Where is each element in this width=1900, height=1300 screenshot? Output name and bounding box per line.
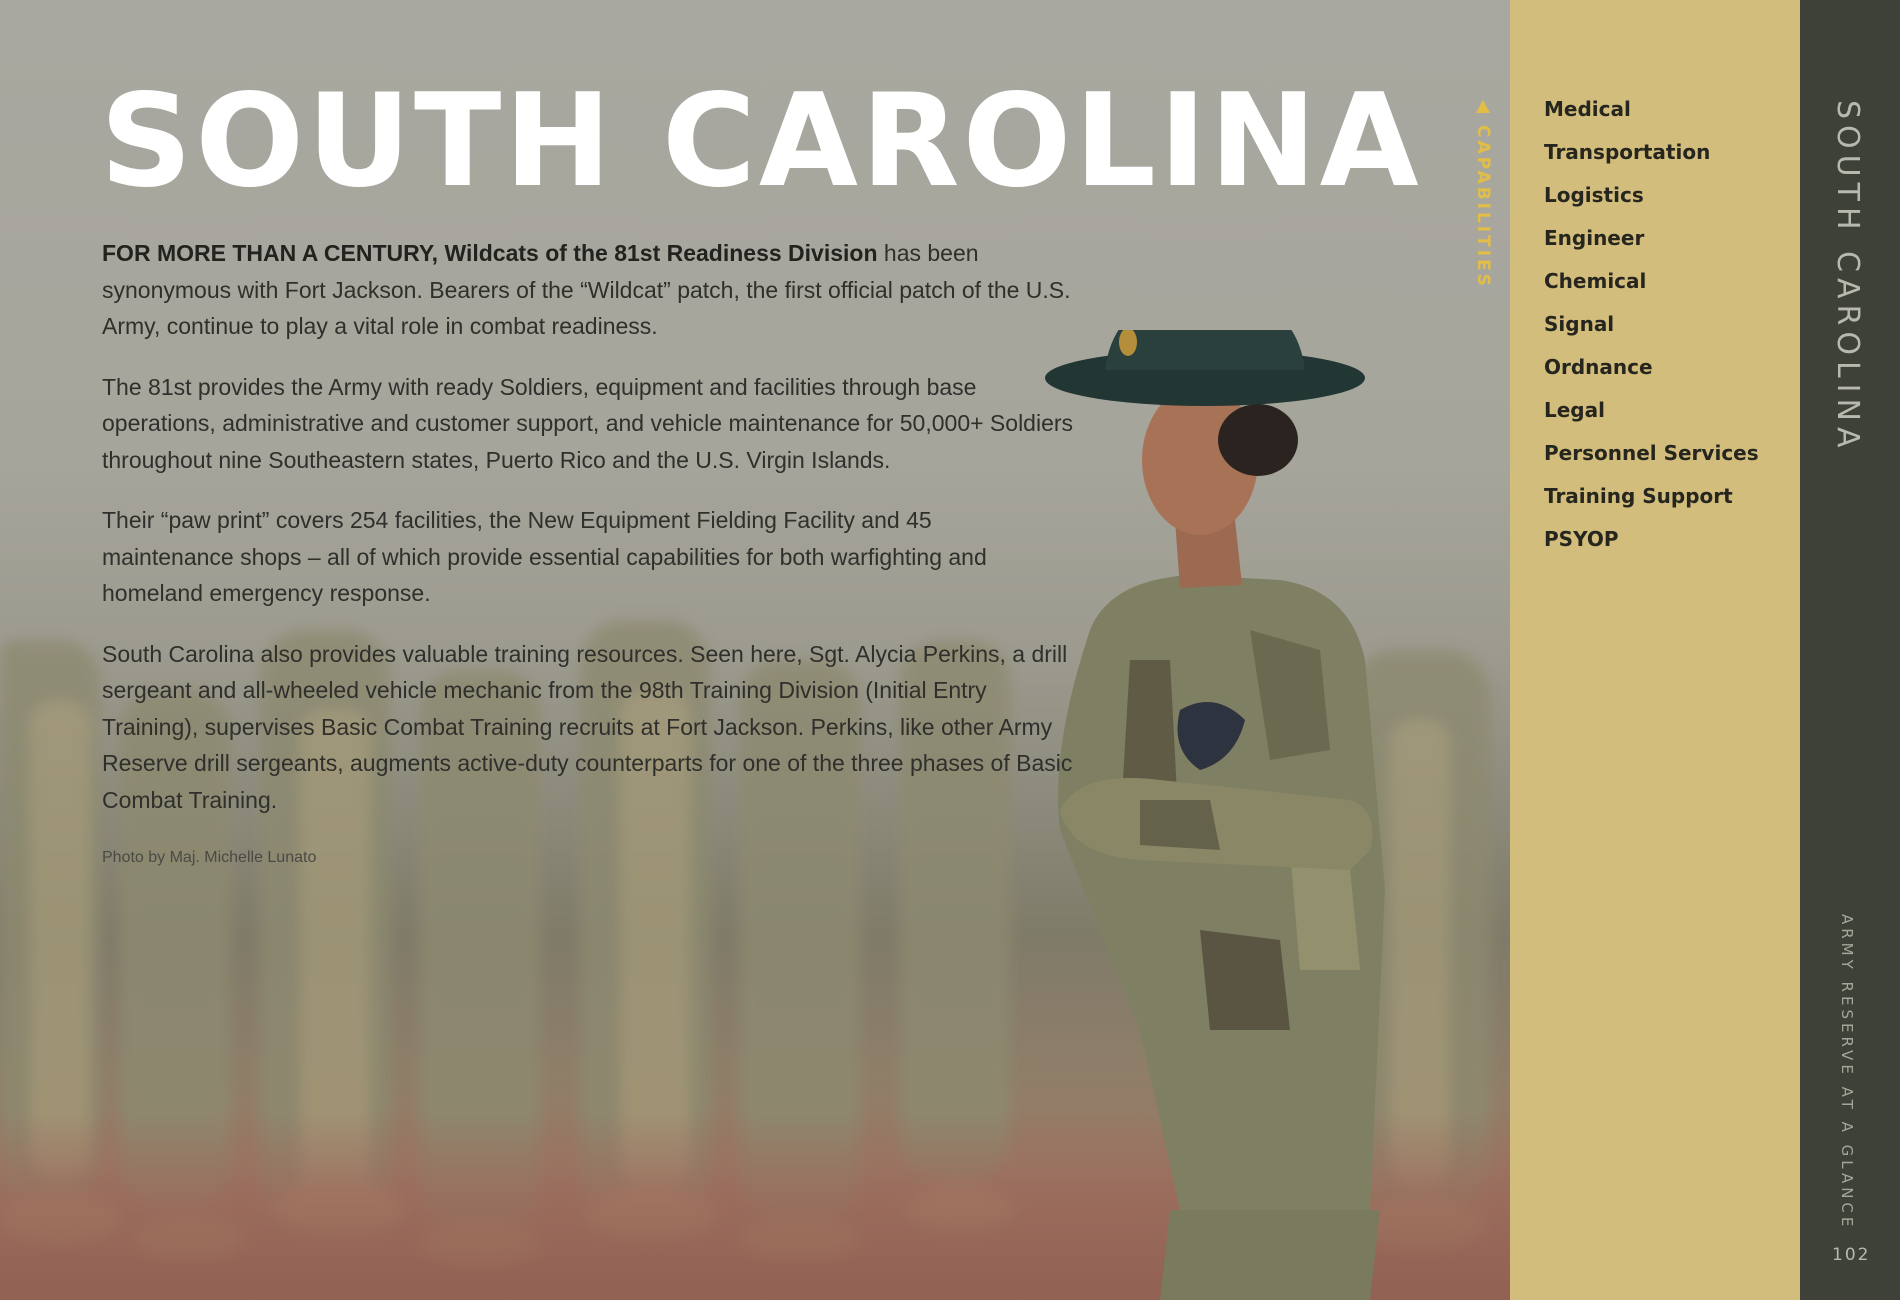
intro-text: has been synonymous with Fort Jackson. Bearers of the “Wildcat” patch, the first official patch of the U.S. Army, continue to play a vital role in combat readiness. — [102, 240, 1071, 339]
page-title: SOUTH CAROLINA — [100, 67, 1422, 216]
intro-lead: FOR MORE THAN A CENTURY, Wildcats of the 81st Readiness Division — [102, 240, 878, 266]
side-strip — [1800, 0, 1900, 1300]
article-body — [102, 235, 1332, 842]
state-tab-title: SOUTH CAROLINA — [1830, 100, 1865, 454]
capability-training-support: Training Support — [1544, 484, 1733, 508]
capability-psyop: PSYOP — [1544, 527, 1619, 551]
capability-personnel-services: Personnel Services — [1544, 441, 1759, 465]
publication-name: ARMY RESERVE AT A GLANCE — [1838, 914, 1856, 1231]
capability-medical: Medical — [1544, 97, 1631, 121]
paragraph-paw-print: Their “paw print” covers 254 facilities, the New Equipment Fielding Facility and 45 maintenance shops – all of which provide essential capabilities for both warfighting and homeland emergency response. — [102, 507, 987, 606]
paragraph-training: South Carolina also provides valuable training resources. Seen here, Sgt. Alycia Perkins, a drill sergeant and all-wheeled vehicle mechanic from the 98th Training Division (Initial Entry Training), supervises Basic Combat Training recruits at Fort Jackson. Perkins, like other Army Reserve drill sergeants, augments active-duty counterparts for one of the three phases of Basic Combat Training. — [102, 640, 1073, 813]
intro-paragraph — [102, 235, 1082, 345]
capability-chemical: Chemical — [1544, 269, 1647, 293]
capability-engineer: Engineer — [1544, 226, 1645, 250]
triangle-pointer-icon — [1476, 100, 1490, 113]
capability-transportation: Transportation — [1544, 140, 1711, 164]
photo-credit: Photo by Maj. Michelle Lunato — [102, 849, 317, 866]
capability-ordnance: Ordnance — [1544, 355, 1653, 379]
capability-signal: Signal — [1544, 312, 1615, 336]
capability-legal: Legal — [1544, 398, 1605, 422]
page-number: 102 — [1832, 1245, 1871, 1265]
capabilities-list — [1544, 94, 1759, 567]
capabilities-heading — [1472, 100, 1494, 289]
paragraph-operations: The 81st provides the Army with ready Soldiers, equipment and facilities through base operations, administrative and customer support, and vehicle maintenance for 50,000+ Soldiers throughout nine Southeastern states, Puerto Rico and the U.S. Virgin Islands. — [102, 373, 1074, 473]
capabilities-panel — [1510, 0, 1800, 1300]
capability-logistics: Logistics — [1544, 183, 1644, 207]
capabilities-label: CAPABILITIES — [1473, 125, 1493, 289]
